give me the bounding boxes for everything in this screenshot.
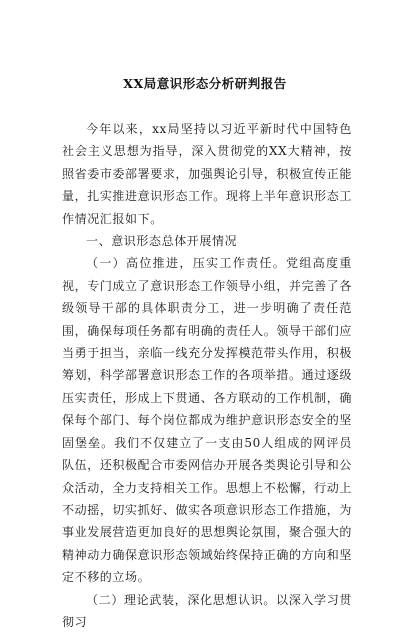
subsection-paragraph-1: （一）高位推进，压实工作责任。党组高度重视，专门成立了意识形态工作领导小组，并完善了各级领导干部的具体职责分工，进一步明确了责任范围，确保每项任务都有明确的责任人。领导干部们应当勇于担当，亲临一线充分发挥模范带头作用，积极筹划，科学部署意识形态工作的各项举措。通过逐级压实责任，形成上下贯通、各方联动的工作机制，确保每个部门、每个岗位都成为维护意识形态安全的坚固堡垒。我们不仅建立了一支由50人组成的网评员队伍，还积极配合市委网信办开展各类舆论引导和公众活动，全力支持相关工作。思想上不松懈，行动上不动摇，切实抓好、做实各项意识形态工作措施，为事业发展营造更加良好的思想舆论氛围，聚合强大的精神动力确保意识形态领域始终保持正确的方向和坚定不移的立场。: [62, 256, 352, 585]
document-title: XX局意识形态分析研判报告: [123, 76, 287, 91]
intro-paragraph: 今年以来，xx局坚持以习近平新时代中国特色社会主义思想为指导，深入贯彻党的XX大精神，按照省委市委部署要求，加强舆论引导，积极宣传正能量，扎实推进意识形态工作。现将上半年意识形态工作情况汇报如下。: [62, 122, 352, 226]
document-body: [62, 118, 352, 633]
section-heading: 一、意识形态总体开展情况: [86, 234, 238, 249]
subsection-paragraph-2: （二）理论武装，深化思想认识。以深入学习贯彻习: [62, 592, 352, 629]
